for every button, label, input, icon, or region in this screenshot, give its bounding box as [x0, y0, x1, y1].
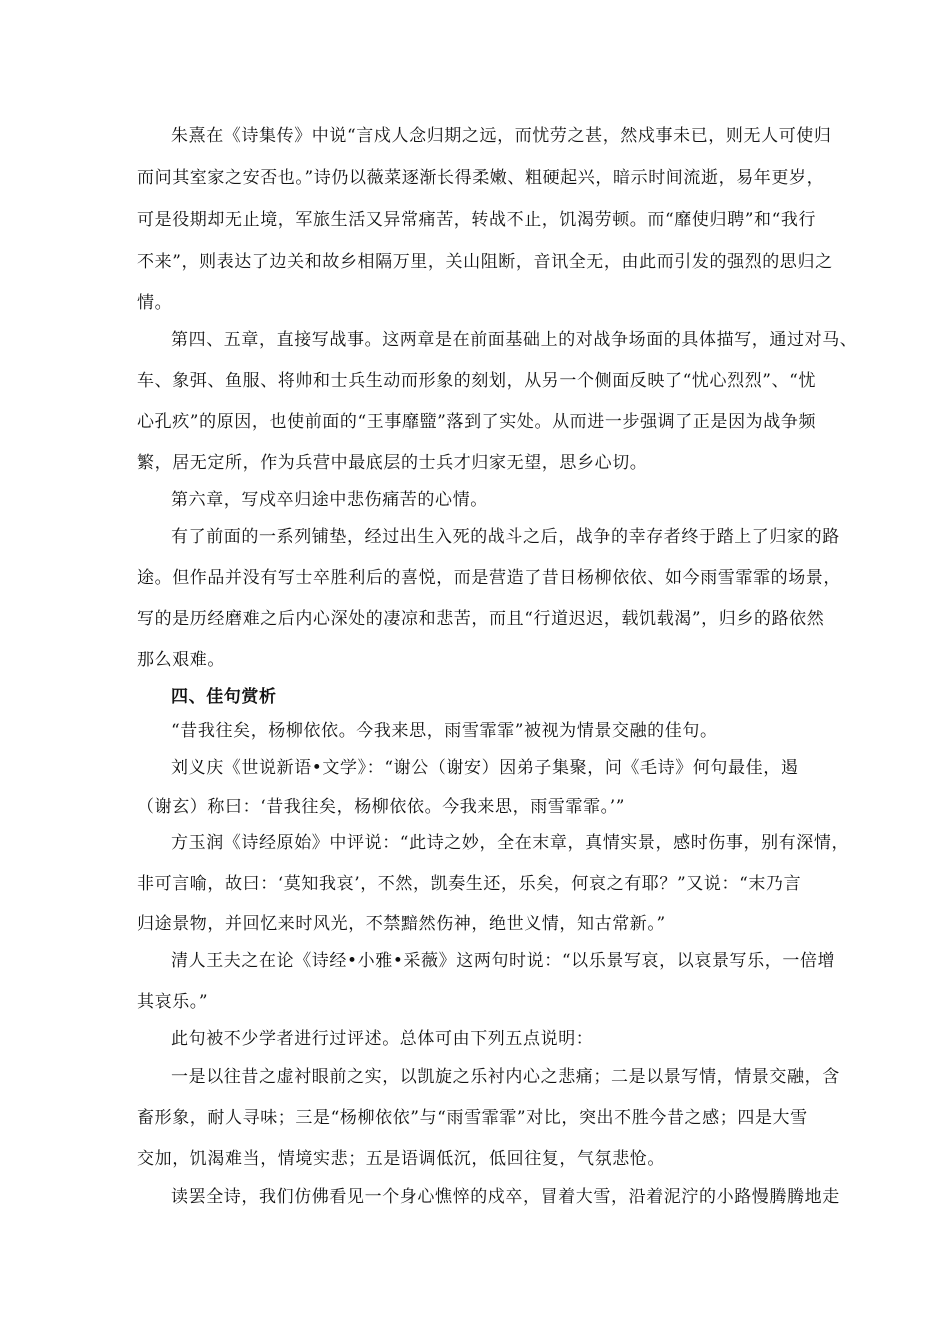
paragraph-7-line-1: 方玉润《诗经原始》中评说：“此诗之妙，全在末章，真情实景，感时伤事，别有深情， — [171, 833, 850, 853]
paragraph-4-line-4: 那么艰难。 — [137, 650, 225, 670]
paragraph-2-line-1: 第四、五章，直接写战事。这两章是在前面基础上的对战争场面的具体描写，通过对马、 — [171, 330, 858, 350]
paragraph-4-line-3: 写的是历经磨难之后内心深处的凄凉和悲苦，而且“行道迟迟，载饥载渴”，归乡的路依然 — [137, 609, 825, 629]
paragraph-2-line-4: 繁，居无定所，作为兵营中最底层的士兵才归家无望，思乡心切。 — [137, 453, 648, 473]
paragraph-6-line-2: （谢玄）称曰：‘昔我往矣，杨柳依依。今我来思，雨雪霏霏。’” — [137, 797, 625, 817]
paragraph-9-line-1: 此句被不少学者进行过评述。总体可由下列五点说明： — [171, 1029, 594, 1049]
paragraph-10-line-1: 一是以往昔之虚衬眼前之实，以凯旋之乐衬内心之悲痛；二是以景写情，情景交融，含 — [171, 1067, 840, 1087]
paragraph-2-line-3: 心孔疚”的原因，也使前面的“王事靡盬”落到了实处。从而进一步强调了正是因为战争频 — [137, 412, 817, 432]
paragraph-8-line-1: 清人王夫之在论《诗经•小雅•采薇》这两句时说：“以乐景写哀，以哀景写乐，一倍增 — [171, 951, 836, 971]
paragraph-4-line-1: 有了前面的一系列铺垫，经过出生入死的战斗之后，战争的幸存者终于踏上了归家的路 — [171, 527, 840, 547]
paragraph-1-line-2: 而问其室家之安否也。”诗仍以薇菜逐渐长得柔嫩、粗硬起兴，暗示时间流逝，易年更岁， — [137, 168, 825, 188]
paragraph-7-line-2: 非可言喻，故曰：‘莫知我哀’，不然，凯奏生还，乐矣，何哀之有耶？”又说：“末乃言 — [137, 874, 802, 894]
paragraph-1-line-3: 可是役期却无止境，军旅生活又异常痛苦，转战不止，饥渴劳顿。而“靡使归聘”和“我行 — [137, 210, 817, 230]
paragraph-4-line-2: 途。但作品并没有写士卒胜利后的喜悦，而是营造了昔日杨柳依依、如今雨雪霏霏的场景， — [137, 568, 841, 588]
paragraph-10-line-2: 畜形象，耐人寻味；三是“杨柳依依”与“雨雪霏霏”对比，突出不胜今昔之感；四是大雪 — [137, 1108, 808, 1128]
paragraph-1-line-1: 朱熹在《诗集传》中说“言戍人念归期之远，而忧劳之甚，然戍事未已，则无人可使归 — [171, 126, 832, 146]
paragraph-10-line-3: 交加，饥渴难当，情境实悲；五是语调低沉，低回往复，气氛悲怆。 — [137, 1149, 665, 1169]
paragraph-7-line-3: 归途景物，并回忆来时风光，不禁黯然伤神，绝世义情，知古常新。” — [137, 914, 666, 934]
section-heading: 四、佳句赏析 — [171, 687, 277, 707]
paragraph-3-line-1: 第六章，写戍卒归途中悲伤痛苦的心情。 — [171, 490, 488, 510]
paragraph-5-line-1: “昔我往矣，杨柳依依。今我来思，雨雪霏霏”被视为情景交融的佳句。 — [171, 721, 718, 741]
paragraph-6-line-1: 刘义庆《世说新语•文学》：“谢公（谢安）因弟子集聚，问《毛诗》何句最佳，遏 — [171, 758, 799, 778]
paragraph-1-line-5: 情。 — [137, 293, 173, 313]
paragraph-8-line-2: 其哀乐。” — [137, 992, 209, 1012]
paragraph-1-line-4: 不来”，则表达了边关和故乡相隔万里，关山阻断，音讯全无，由此而引发的强烈的思归之 — [137, 252, 833, 272]
paragraph-11-line-1: 读罢全诗，我们仿佛看见一个身心憔悴的戍卒，冒着大雪，沿着泥泞的小路慢腾腾地走 — [171, 1187, 840, 1207]
paragraph-2-line-2: 车、象弭、鱼服、将帅和士兵生动而形象的刻划，从另一个侧面反映了“忧心烈烈”、“忧 — [137, 371, 817, 391]
